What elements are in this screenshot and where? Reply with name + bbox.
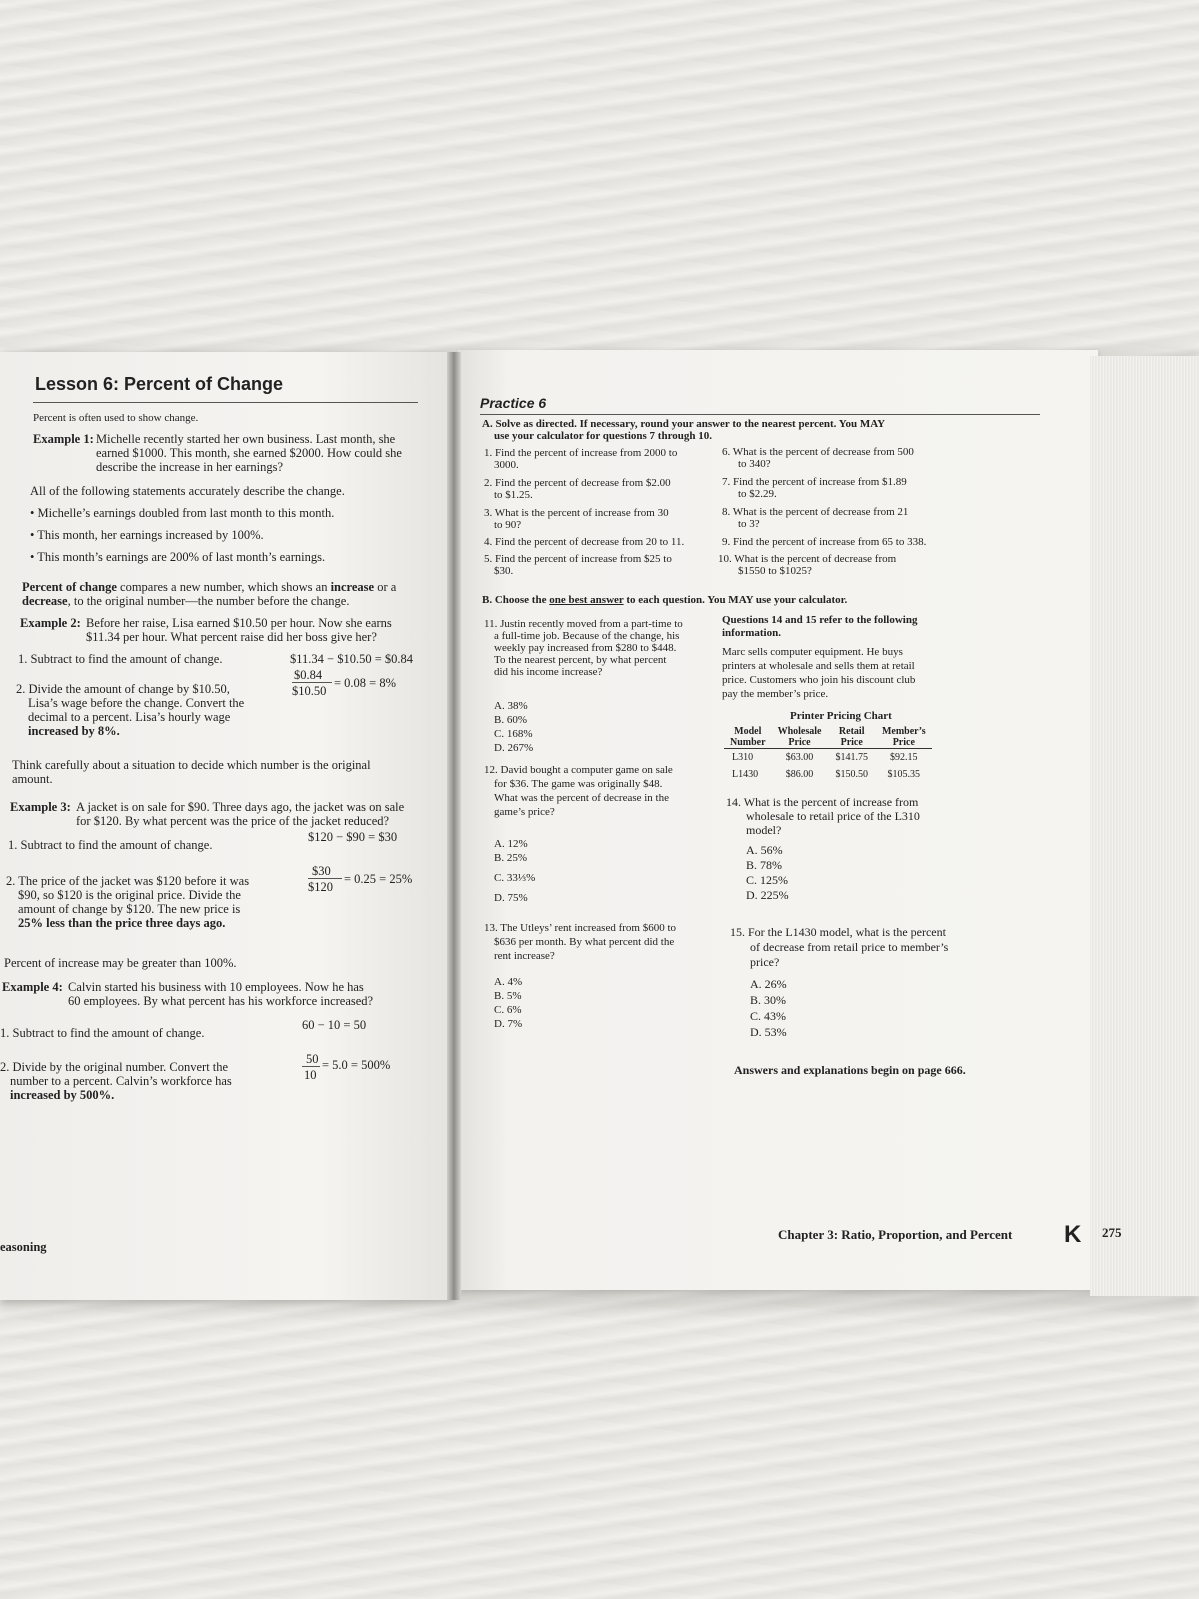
question-10: 10. What is the percent of decrease from — [718, 553, 897, 565]
term-decrease: decrease — [22, 594, 68, 608]
question-15: price? — [750, 955, 780, 969]
printer-pricing-table — [724, 726, 932, 783]
answer-option: A. 26% — [750, 977, 787, 991]
answer-option: A. 4% — [494, 976, 523, 988]
question-13: $636 per month. By what percent did the — [494, 936, 675, 948]
example4-step1-math: 60 − 10 = 50 — [302, 1018, 367, 1032]
question-14: wholesale to retail price of the L310 — [746, 809, 920, 823]
example4-line: 60 employees. By what percent has his workforce increased? — [68, 994, 374, 1008]
table-cell: $141.75 — [835, 752, 868, 763]
title-rule — [33, 402, 418, 403]
definition-line: Percent of change compares a new number, which shows an increase or a — [22, 580, 397, 594]
info-text: Marc sells computer equipment. He buys — [722, 646, 903, 658]
answers-note: Answers and explanations begin on page 666. — [734, 1063, 966, 1077]
answer-option: B. 78% — [746, 858, 782, 872]
fraction-denominator: $10.50 — [292, 684, 327, 698]
table-header: Model Number — [724, 726, 772, 749]
table-cell: $105.35 — [887, 769, 921, 780]
bullet-item: • This month, her earnings increased by 100%. — [30, 528, 264, 542]
info-text: printers at wholesale and sells them at retail — [722, 660, 915, 672]
table-cell: L310 — [732, 752, 754, 763]
table-row — [724, 766, 932, 783]
question-14: model? — [746, 823, 782, 837]
question-7: 7. Find the percent of increase from $1.89 — [722, 476, 907, 488]
example3-step1-math: $120 − $90 = $30 — [308, 830, 398, 844]
question-12: game’s price? — [494, 806, 555, 818]
example4-label: Example 4: — [2, 980, 63, 994]
question-4: 4. Find the percent of decrease from 20 to 11. — [484, 536, 685, 548]
answer-option: A. 38% — [494, 700, 528, 712]
fraction-denominator: 10 — [304, 1068, 317, 1082]
table-header: Retail Price — [827, 726, 876, 749]
kaplan-logo-icon: K — [1064, 1221, 1082, 1248]
fraction-numerator: 50 — [306, 1052, 319, 1066]
section-a-directions: A. Solve as directed. If necessary, round your answer to the nearest percent. You MAY — [482, 418, 886, 430]
table-cell: $63.00 — [785, 752, 814, 763]
example1-line: Michelle recently started her own business. Last month, she — [96, 432, 396, 446]
example3-line: for $120. By what percent was the price of the jacket reduced? — [76, 814, 390, 828]
question-11: did his income increase? — [494, 666, 603, 678]
question-3: to 90? — [494, 519, 522, 531]
example2-step2: Lisa’s wage before the change. Convert the — [28, 696, 245, 710]
example2-step2: decimal to a percent. Lisa’s hourly wage — [28, 710, 231, 724]
answer-option: D. 267% — [494, 742, 534, 754]
example3-step2: 25% less than the price three days ago. — [18, 916, 226, 930]
book-spine — [447, 352, 461, 1300]
fraction-bar — [308, 878, 342, 879]
question-11: a full-time job. Because of the change, his — [494, 630, 680, 642]
answer-option: C. 33⅓% — [494, 872, 536, 884]
think-note: amount. — [12, 772, 53, 786]
table-cell: L1430 — [732, 769, 759, 780]
answer-option: C. 125% — [746, 873, 788, 887]
chart-title: Printer Pricing Chart — [790, 710, 892, 722]
term-increase: increase — [330, 580, 375, 594]
answer-option: D. 75% — [494, 892, 528, 904]
table-cell: $92.15 — [890, 752, 918, 763]
example2-step1-math: $11.34 − $10.50 = $0.84 — [290, 652, 414, 666]
example1-line: earned $1000. This month, she earned $2000. How could she — [96, 446, 402, 460]
lesson-title: Lesson 6: Percent of Change — [35, 374, 284, 394]
intro-text: Percent is often used to show change. — [33, 412, 199, 424]
question-11: 11. Justin recently moved from a part-time to — [484, 618, 683, 630]
answer-option: B. 30% — [750, 993, 786, 1007]
example2-step2: 2. Divide the amount of change by $10.50, — [16, 682, 230, 696]
answer-option: B. 5% — [494, 990, 522, 1002]
table-header-row — [724, 726, 932, 749]
info-text: price. Customers who join his discount club — [722, 674, 916, 686]
question-14: 14. What is the percent of increase from — [726, 795, 919, 809]
increase-note: Percent of increase may be greater than 100%. — [4, 956, 237, 970]
question-10: $1550 to $1025? — [738, 565, 812, 577]
fraction-result: = 0.08 = 8% — [334, 676, 397, 690]
left-footer: easoning — [0, 1240, 47, 1254]
info-header: Questions 14 and 15 refer to the following — [722, 614, 918, 626]
think-note: Think carefully about a situation to decide which number is the original — [12, 758, 371, 772]
example4-step1: 1. Subtract to find the amount of change. — [0, 1026, 205, 1040]
practice-rule — [480, 414, 1040, 415]
fraction-result: = 5.0 = 500% — [322, 1058, 391, 1072]
question-13: 13. The Utleys’ rent increased from $600 to — [484, 922, 677, 934]
question-1: 3000. — [494, 459, 519, 471]
fraction-numerator: $0.84 — [294, 668, 323, 682]
question-5: $30. — [494, 565, 514, 577]
bullet-item: • This month’s earnings are 200% of last month’s earnings. — [30, 550, 326, 564]
answer-option: C. 6% — [494, 1004, 522, 1016]
fraction-bar — [302, 1066, 320, 1067]
example4-step2: increased by 500%. — [10, 1088, 115, 1102]
page-edges — [1090, 356, 1199, 1296]
question-8: 8. What is the percent of decrease from 21 — [722, 506, 909, 518]
section-b-directions: B. Choose the one best answer to each question. You MAY use your calculator. — [482, 594, 848, 606]
fraction-numerator: $30 — [312, 864, 331, 878]
example3-step2: amount of change by $120. The new price is — [18, 902, 241, 916]
question-12: What was the percent of decrease in the — [494, 792, 669, 804]
example3-line: A jacket is on sale for $90. Three days ago, the jacket was on sale — [76, 800, 405, 814]
answer-option: C. 168% — [494, 728, 533, 740]
example4-step2: number to a percent. Calvin’s workforce has — [10, 1074, 232, 1088]
question-5: 5. Find the percent of increase from $25 to — [484, 553, 672, 565]
example2-line: $11.34 per hour. What percent raise did her boss give her? — [86, 630, 377, 644]
example1-label: Example 1: — [33, 432, 94, 446]
question-8: to 3? — [738, 518, 760, 530]
question-11: To the nearest percent, by what percent — [494, 654, 667, 666]
table-header: Member’s Price — [876, 726, 932, 749]
question-6: 6. What is the percent of decrease from 500 — [722, 446, 914, 458]
example3-label: Example 3: — [10, 800, 71, 814]
question-12: for $36. The game was originally $48. — [494, 778, 663, 790]
question-15: of decrease from retail price to member’s — [750, 940, 949, 954]
question-13: rent increase? — [494, 950, 555, 962]
question-15: 15. For the L1430 model, what is the percent — [730, 925, 946, 939]
term-percent-of-change: Percent of change — [22, 580, 117, 594]
question-1: 1. Find the percent of increase from 2000 to — [484, 447, 678, 459]
answer-option: A. 56% — [746, 843, 783, 857]
answer-option: D. 53% — [750, 1025, 787, 1039]
definition-line: decrease, to the original number—the number before the change. — [22, 594, 350, 608]
question-3: 3. What is the percent of increase from 30 — [484, 507, 669, 519]
answer-option: D. 225% — [746, 888, 789, 902]
example3-step2: 2. The price of the jacket was $120 before it was — [6, 874, 250, 888]
question-7: to $2.29. — [738, 488, 777, 500]
fraction-bar — [292, 682, 332, 683]
question-6: to 340? — [738, 458, 771, 470]
answer-option: B. 25% — [494, 852, 527, 864]
example2-step2: increased by 8%. — [28, 724, 120, 738]
fraction-result: = 0.25 = 25% — [344, 872, 413, 886]
example2-label: Example 2: — [20, 616, 81, 630]
fraction-denominator: $120 — [308, 880, 333, 894]
chapter-footer: Chapter 3: Ratio, Proportion, and Percent — [778, 1227, 1013, 1242]
example4-line: Calvin started his business with 10 employees. Now he has — [68, 980, 364, 994]
example3-step1: 1. Subtract to find the amount of change. — [8, 838, 213, 852]
example2-line: Before her raise, Lisa earned $10.50 per hour. Now she earns — [86, 616, 392, 630]
info-text: pay the member’s price. — [722, 688, 829, 700]
table-row — [724, 749, 932, 767]
info-header: information. — [722, 627, 781, 639]
table-cell: $150.50 — [835, 769, 868, 780]
question-2: to $1.25. — [494, 489, 533, 501]
answer-option: D. 7% — [494, 1018, 523, 1030]
question-9: 9. Find the percent of increase from 65 to 338. — [722, 536, 927, 548]
example2-step1: 1. Subtract to find the amount of change. — [18, 652, 223, 666]
table-header: Wholesale Price — [772, 726, 828, 749]
statements-intro: All of the following statements accurately describe the change. — [30, 484, 345, 498]
page-number: 275 — [1102, 1225, 1122, 1240]
answer-option: C. 43% — [750, 1009, 786, 1023]
answer-option: B. 60% — [494, 714, 527, 726]
bullet-item: • Michelle’s earnings doubled from last month to this month. — [30, 506, 335, 520]
practice-title: Practice 6 — [480, 395, 547, 411]
answer-option: A. 12% — [494, 838, 528, 850]
table-cell: $86.00 — [785, 769, 814, 780]
example3-step2: $90, so $120 is the original price. Divide the — [18, 888, 241, 902]
question-12: 12. David bought a computer game on sale — [484, 764, 673, 776]
example4-step2: 2. Divide by the original number. Convert the — [0, 1060, 229, 1074]
section-a-directions: use your calculator for questions 7 through 10. — [494, 430, 712, 442]
question-2: 2. Find the percent of decrease from $2.00 — [484, 477, 671, 489]
example1-line: describe the increase in her earnings? — [96, 460, 284, 474]
question-11: weekly pay increased from $280 to $448. — [494, 642, 677, 654]
